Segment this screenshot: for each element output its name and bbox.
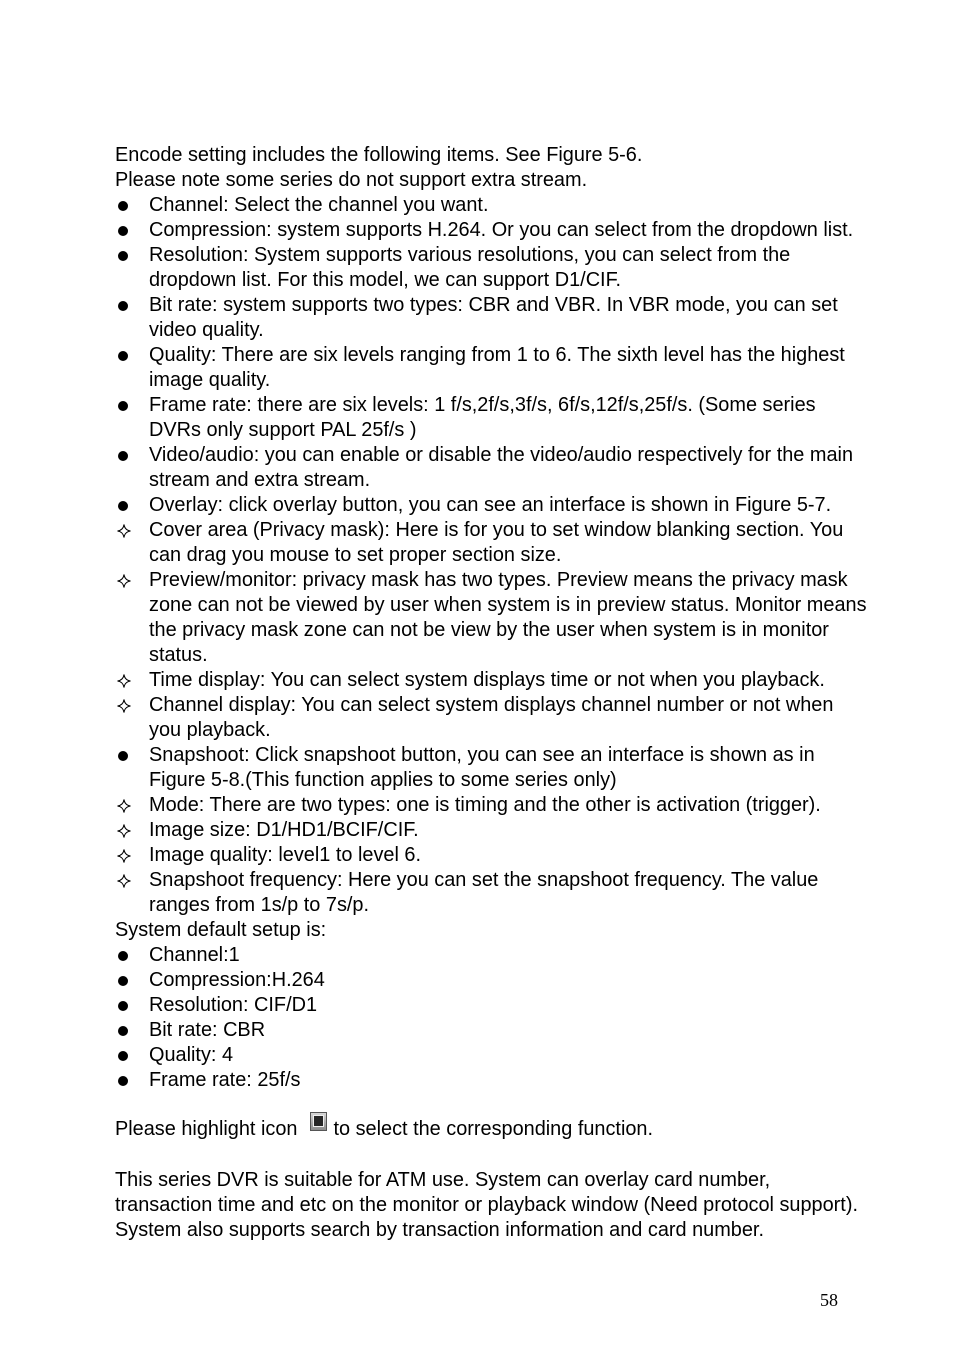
item-text-line: Compression:H.264 bbox=[149, 969, 325, 991]
defaults-heading: System default setup is: bbox=[115, 919, 327, 941]
item-text-line: image quality. bbox=[149, 369, 271, 391]
item-text-line: Bit rate: CBR bbox=[149, 1019, 266, 1041]
item-text-line: Quality: There are six levels ranging from 1 to 6. The sixth level has the highest bbox=[149, 344, 845, 366]
item-text-line: video quality. bbox=[149, 319, 264, 341]
disc-bullet-icon bbox=[118, 201, 128, 211]
item-text-line: can drag you mouse to set proper section size. bbox=[149, 544, 562, 566]
highlight-function-icon bbox=[310, 1112, 327, 1131]
disc-bullet-icon bbox=[118, 976, 128, 986]
paragraph-line: transaction time and etc on the monitor or playback window (Need protocol support). bbox=[115, 1194, 858, 1216]
sub-item-cover-area bbox=[115, 518, 915, 568]
highlight-note-text: Please highlight icon bbox=[115, 1118, 298, 1140]
default-item-resolution bbox=[115, 993, 915, 1018]
list-item-overlay bbox=[115, 493, 915, 518]
default-item-quality bbox=[115, 1043, 915, 1068]
disc-bullet-icon bbox=[118, 501, 128, 511]
item-text-line: Mode: There are two types: one is timing and the other is activation (trigger). bbox=[149, 794, 821, 816]
item-text-line: Bit rate: system supports two types: CBR and VBR. In VBR mode, you can set bbox=[149, 294, 838, 316]
item-text-line: Video/audio: you can enable or disable the video/audio respectively for the main bbox=[149, 444, 854, 466]
list-item-bit-rate bbox=[115, 293, 915, 343]
disc-bullet-icon bbox=[118, 1001, 128, 1011]
item-text-line: Snapshoot: Click snapshoot button, you can see an interface is shown as in bbox=[149, 744, 815, 766]
paragraph-line: This series DVR is suitable for ATM use. System can overlay card number, bbox=[115, 1169, 771, 1191]
list-item-quality bbox=[115, 343, 915, 393]
item-text-line: Overlay: click overlay button, you can see an interface is shown in Figure 5-7. bbox=[149, 494, 832, 516]
item-text-line: Quality: 4 bbox=[149, 1044, 234, 1066]
default-item-compression bbox=[115, 968, 915, 993]
star-bullet-icon bbox=[117, 524, 131, 538]
star-bullet-icon bbox=[117, 824, 131, 838]
item-text-line: Compression: system supports H.264. Or you can select from the dropdown list. bbox=[149, 219, 854, 241]
star-bullet-icon bbox=[117, 674, 131, 688]
item-text-line: Image size: D1/HD1/BCIF/CIF. bbox=[149, 819, 419, 841]
item-text-line: Time display: You can select system displays time or not when you playback. bbox=[149, 669, 825, 691]
list-item-snapshoot bbox=[115, 743, 915, 793]
sub-item-image-quality bbox=[115, 843, 915, 868]
item-text-line: DVRs only support PAL 25f/s ) bbox=[149, 419, 417, 441]
sub-item-image-size bbox=[115, 818, 915, 843]
sub-item-preview-monitor bbox=[115, 568, 915, 668]
list-item-video-audio bbox=[115, 443, 915, 493]
item-text-line: Channel: Select the channel you want. bbox=[149, 194, 489, 216]
disc-bullet-icon bbox=[118, 1076, 128, 1086]
list-item-compression bbox=[115, 218, 915, 243]
item-text-line: dropdown list. For this model, we can support D1/CIF. bbox=[149, 269, 622, 291]
item-text-line: stream and extra stream. bbox=[149, 469, 371, 491]
disc-bullet-icon bbox=[118, 226, 128, 236]
disc-bullet-icon bbox=[118, 351, 128, 361]
item-text-line: ranges from 1s/p to 7s/p. bbox=[149, 894, 370, 916]
sub-item-mode bbox=[115, 793, 915, 818]
blank-line bbox=[115, 1141, 915, 1168]
sub-item-channel-display bbox=[115, 693, 915, 743]
item-text-line: status. bbox=[149, 644, 208, 666]
item-text-line: you playback. bbox=[149, 719, 271, 741]
item-text-line: Snapshoot frequency: Here you can set the snapshoot frequency. The value bbox=[149, 869, 819, 891]
intro-note-line: Please note some series do not support extra stream. bbox=[115, 169, 588, 191]
item-text-line: Cover area (Privacy mask): Here is for you to set window blanking section. You bbox=[149, 519, 844, 541]
star-bullet-icon bbox=[117, 699, 131, 713]
item-text-line: Preview/monitor: privacy mask has two types. Preview means the privacy mask bbox=[149, 569, 848, 591]
item-text-line: Channel:1 bbox=[149, 944, 240, 966]
disc-bullet-icon bbox=[118, 301, 128, 311]
star-bullet-icon bbox=[117, 849, 131, 863]
disc-bullet-icon bbox=[118, 951, 128, 961]
item-text-line: Frame rate: there are six levels: 1 f/s,2f/s,3f/s, 6f/s,12f/s,25f/s. (Some series bbox=[149, 394, 816, 416]
list-item-resolution bbox=[115, 243, 915, 293]
page-number: 58 bbox=[820, 1290, 838, 1310]
page-body bbox=[115, 143, 915, 1243]
disc-bullet-icon bbox=[118, 401, 128, 411]
disc-bullet-icon bbox=[118, 1051, 128, 1061]
intro-line: Encode setting includes the following items. See Figure 5-6. bbox=[115, 144, 643, 166]
default-item-channel bbox=[115, 943, 915, 968]
list-item-channel bbox=[115, 193, 915, 218]
item-text-line: Frame rate: 25f/s bbox=[149, 1069, 301, 1091]
item-text-line: Image quality: level1 to level 6. bbox=[149, 844, 421, 866]
sub-item-time-display bbox=[115, 668, 915, 693]
item-text-line: the privacy mask zone can not be view by the user when system is in monitor bbox=[149, 619, 829, 641]
highlight-note bbox=[115, 1116, 915, 1141]
paragraph-line: System also supports search by transaction information and card number. bbox=[115, 1219, 764, 1241]
item-text-line: zone can not be viewed by user when system is in preview status. Monitor means bbox=[149, 594, 867, 616]
star-bullet-icon bbox=[117, 574, 131, 588]
item-text-line: Resolution: System supports various resolutions, you can select from the bbox=[149, 244, 791, 266]
default-item-bit-rate bbox=[115, 1018, 915, 1043]
item-text-line: Resolution: CIF/D1 bbox=[149, 994, 318, 1016]
star-bullet-icon bbox=[117, 874, 131, 888]
highlight-note-text-end: to select the corresponding function. bbox=[333, 1118, 654, 1140]
item-text-line: Figure 5-8.(This function applies to some series only) bbox=[149, 769, 617, 791]
default-item-frame-rate bbox=[115, 1068, 915, 1093]
disc-bullet-icon bbox=[118, 751, 128, 761]
star-bullet-icon bbox=[117, 799, 131, 813]
disc-bullet-icon bbox=[118, 1026, 128, 1036]
blank-line bbox=[115, 1093, 915, 1116]
item-text-line: Channel display: You can select system displays channel number or not when bbox=[149, 694, 834, 716]
disc-bullet-icon bbox=[118, 451, 128, 461]
sub-item-snapshoot-frequency bbox=[115, 868, 915, 918]
list-item-frame-rate bbox=[115, 393, 915, 443]
disc-bullet-icon bbox=[118, 251, 128, 261]
atm-paragraph bbox=[115, 1168, 915, 1243]
